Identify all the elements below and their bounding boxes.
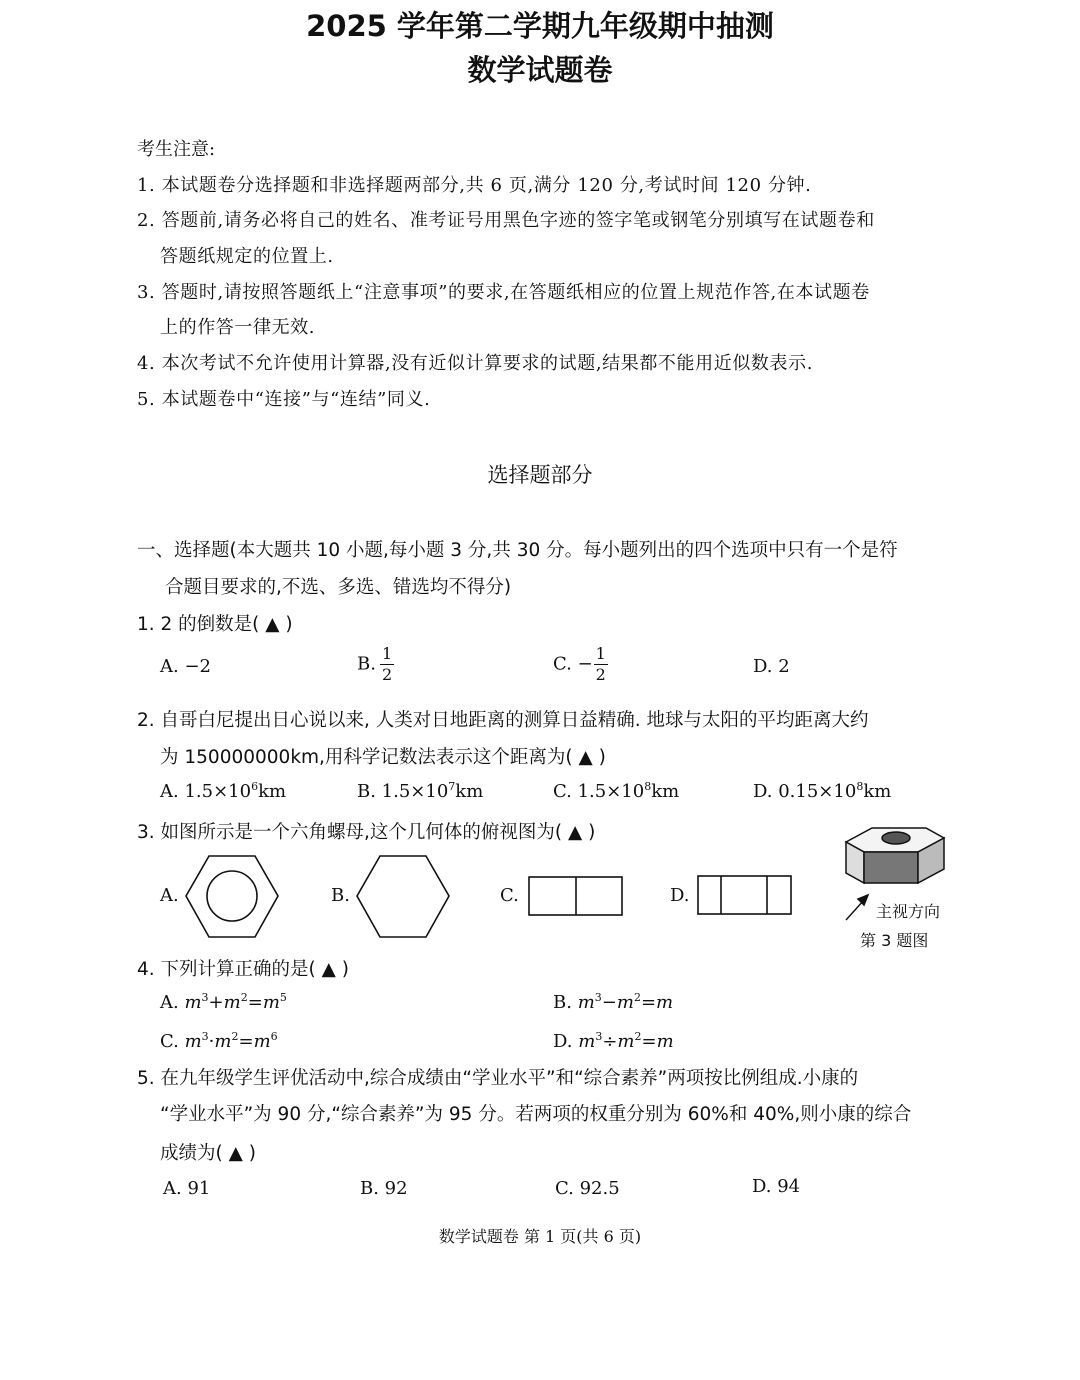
q4-option-d xyxy=(553,1030,674,1052)
operator: ÷ xyxy=(602,1031,618,1052)
question-2-stem-continued: 为 150000000km,用科学记数法表示这个距离为( ▲ ) xyxy=(160,747,606,768)
q3-option-a-hexagon-circle xyxy=(186,856,278,937)
question-3-stem: 3. 如图所示是一个六角螺母,这个几何体的俯视图为( ▲ ) xyxy=(137,822,596,843)
variable: m xyxy=(577,992,595,1013)
exam-subtitle: 数学试题卷 xyxy=(467,53,613,87)
unit: km xyxy=(863,781,892,802)
unit: km xyxy=(258,781,287,802)
variable: m xyxy=(656,1031,674,1052)
notice-item: 3. 答题时,请按照答题纸上“注意事项”的要求,在答题纸相应的位置上规范作答,在本试题卷 xyxy=(137,282,870,303)
option-label: C. xyxy=(160,1031,179,1052)
equals: = xyxy=(641,1031,657,1052)
q3-option-d-label: D. xyxy=(670,885,690,906)
unit: km xyxy=(455,781,484,802)
equals: = xyxy=(238,1031,254,1052)
q4-option-a xyxy=(160,991,287,1013)
variable: m xyxy=(262,992,280,1013)
option-text: A. 1.5×10 xyxy=(160,781,252,802)
part-heading-continued: 合题目要求的,不选、多选、错选均不得分) xyxy=(165,577,512,598)
question-4-stem: 4. 下列计算正确的是( ▲ ) xyxy=(137,959,349,980)
exponent: 3 xyxy=(595,1030,603,1043)
notice-item: 1. 本试题卷分选择题和非选择题两部分,共 6 页,满分 120 分,考试时间 120 分钟. xyxy=(137,175,812,196)
q5-option-d: D. 94 xyxy=(752,1176,801,1197)
exponent: 2 xyxy=(634,1030,642,1043)
exponent: 7 xyxy=(448,780,456,793)
equals: = xyxy=(640,992,657,1013)
question-5-stem: 5. 在九年级学生评优活动中,综合成绩由“学业水平”和“综合素养”两项按比例组成.小康的 xyxy=(137,1068,859,1089)
option-text: C. 1.5×10 xyxy=(553,781,645,802)
notice-label: 考生注意: xyxy=(137,139,216,160)
exponent: 3 xyxy=(201,1030,209,1043)
option-text: D. 0.15×10 xyxy=(753,781,857,802)
exponent: 2 xyxy=(633,991,641,1004)
variable: m xyxy=(223,992,241,1013)
variable: m xyxy=(214,1031,232,1052)
variable: m xyxy=(616,992,634,1013)
part-heading: 一、选择题(本大题共 10 小题,每小题 3 分,共 30 分。每小题列出的四个选项中只有一个是符 xyxy=(137,540,898,561)
exponent: 5 xyxy=(279,991,287,1004)
notice-item: 4. 本次考试不允许使用计算器,没有近似计算要求的试题,结果都不能用近似数表示. xyxy=(137,353,814,374)
exponent: 6 xyxy=(270,1030,278,1043)
exponent: 3 xyxy=(594,991,602,1004)
section-title: 选择题部分 xyxy=(487,463,593,487)
exam-title: 2025 学年第二学期九年级期中抽测 xyxy=(306,9,774,43)
option-label: C. − xyxy=(553,653,593,675)
q3-option-b-label: B. xyxy=(331,885,350,906)
exponent: 8 xyxy=(644,780,652,793)
variable: m xyxy=(578,1031,596,1052)
variable: m xyxy=(184,1031,202,1052)
exponent: 6 xyxy=(251,780,259,793)
q4-option-b xyxy=(553,991,673,1013)
fraction-numerator: 1 xyxy=(595,644,606,663)
operator: · xyxy=(208,1031,215,1052)
unit: km xyxy=(651,781,680,802)
operator: + xyxy=(208,992,224,1013)
q3-option-b-hexagon xyxy=(357,856,449,937)
option-label: D. xyxy=(553,1031,573,1052)
q1-option-d: D. 2 xyxy=(753,656,790,677)
notice-item: 2. 答题前,请务必将自己的姓名、准考证号用黑色字迹的签字笔或钢笔分别填写在试题卷和 xyxy=(137,210,875,231)
exponent: 2 xyxy=(240,991,248,1004)
question-2-stem: 2. 自哥白尼提出日心说以来, 人类对日地距离的测算日益精确. 地球与太阳的平均距离大约 xyxy=(137,710,869,731)
exponent: 8 xyxy=(856,780,864,793)
option-text: B. 1.5×10 xyxy=(357,781,449,802)
q3-option-c-label: C. xyxy=(500,885,519,906)
exponent: 2 xyxy=(231,1030,239,1043)
q5-option-a: A. 91 xyxy=(163,1178,211,1199)
figure-caption: 第 3 题图 xyxy=(860,931,929,950)
variable: m xyxy=(184,992,202,1013)
q3-option-d-rectangles xyxy=(698,876,791,914)
view-direction-label: 主视方向 xyxy=(876,902,941,921)
q1-option-a: A. −2 xyxy=(160,656,211,677)
fraction-denominator: 2 xyxy=(381,665,393,684)
q5-option-c: C. 92.5 xyxy=(555,1178,620,1199)
notice-item-continued: 答题纸规定的位置上. xyxy=(160,246,334,267)
question-5-stem-continued: 成绩为( ▲ ) xyxy=(160,1143,256,1164)
option-label: A. xyxy=(160,992,179,1013)
fraction-denominator: 2 xyxy=(595,665,606,684)
variable: m xyxy=(656,992,674,1013)
question-5-stem-continued: “学业水平”为 90 分,“综合素养”为 95 分。若两项的权重分别为 60%和 40%,则小康的综合 xyxy=(160,1104,912,1125)
q3-option-a-label: A. xyxy=(160,885,179,906)
q5-option-b: B. 92 xyxy=(360,1178,408,1199)
option-label: B. xyxy=(553,992,572,1013)
q4-option-c xyxy=(160,1030,278,1052)
operator: − xyxy=(601,992,617,1013)
notice-item: 5. 本试题卷中“连接”与“连结”同义. xyxy=(137,389,431,410)
option-label: B. xyxy=(357,653,376,675)
fraction-numerator: 1 xyxy=(381,644,393,663)
variable: m xyxy=(617,1031,635,1052)
page-footer: 数学试题卷 第 1 页(共 6 页) xyxy=(438,1227,642,1246)
variable: m xyxy=(253,1031,271,1052)
exponent: 3 xyxy=(201,991,209,1004)
question-1-stem: 1. 2 的倒数是( ▲ ) xyxy=(137,614,293,635)
q3-option-c-rectangles xyxy=(529,877,622,915)
notice-item-continued: 上的作答一律无效. xyxy=(160,317,316,338)
equals: = xyxy=(247,992,263,1013)
